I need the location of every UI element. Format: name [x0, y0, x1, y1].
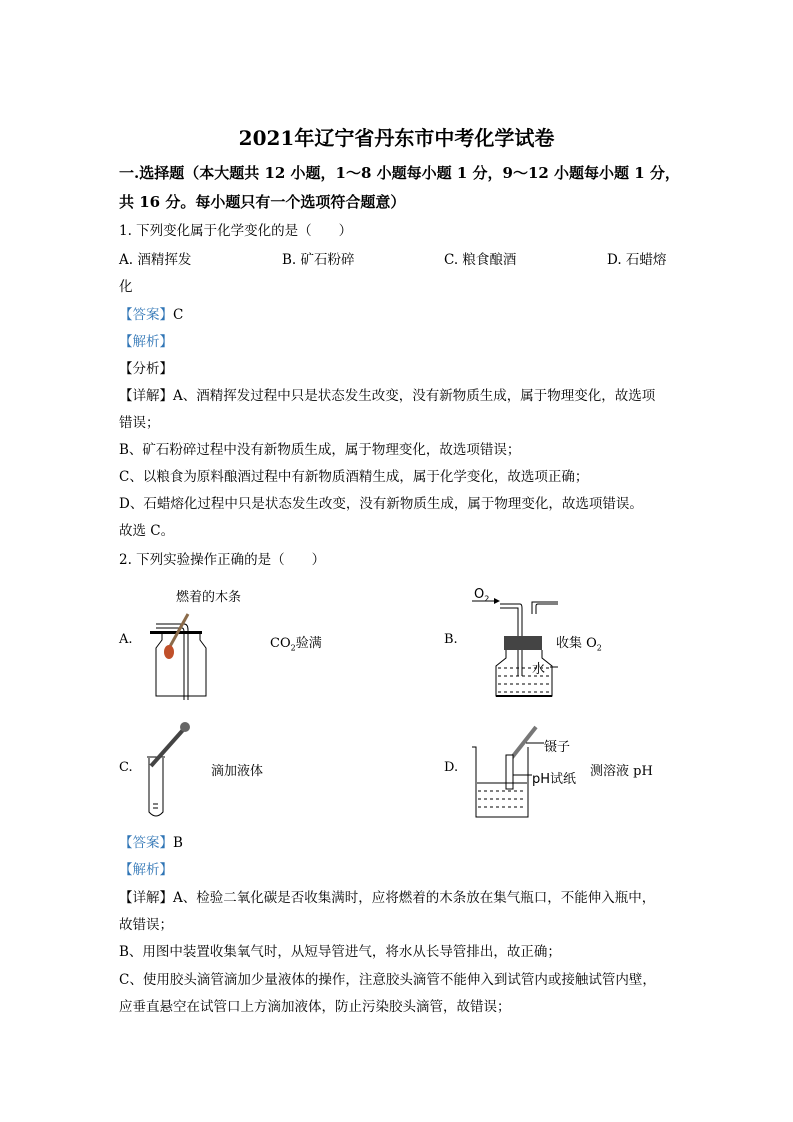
- detail-line: C、使用胶头滴管滴加少量液体的操作，注意胶头滴管不能伸入到试管内或接触试管内壁，: [119, 972, 656, 988]
- detail-label: 【详解】: [119, 890, 173, 906]
- page-title: 2021年辽宁省丹东市中考化学试卷: [238, 126, 555, 150]
- fig-a-letter: A.: [119, 632, 133, 647]
- caption-sub: 2: [290, 643, 296, 653]
- dropper-test-tube-figure: [145, 720, 195, 820]
- q1-option-d-wrap: 化: [119, 279, 133, 295]
- q1-fenxi-label: 【分析】: [119, 361, 173, 377]
- q1-option-c: C. 粮食酿酒: [444, 252, 517, 268]
- gas-sub: 2: [484, 594, 490, 604]
- fig-d-caption: 测溶液 pH: [590, 764, 653, 779]
- answer-label: 【答案】: [119, 835, 173, 851]
- answer-value: C: [173, 307, 184, 323]
- q1-stem: 1. 下列变化属于化学变化的是（ ）: [119, 223, 353, 239]
- fig-a-caption: [270, 632, 322, 653]
- fig-b-water-label: 水: [532, 662, 546, 677]
- detail-line: 故错误；: [119, 917, 173, 933]
- detail-line: B、矿石粉碎过程中没有新物质生成，属于物理变化，故选项错误；: [119, 442, 521, 458]
- caption-text: 收集 O: [556, 636, 597, 651]
- caption-tail: 验满: [295, 636, 322, 651]
- q1-option-a: A. 酒精挥发: [119, 252, 192, 268]
- q1-detail: [119, 387, 655, 405]
- fig-b-caption: [556, 632, 602, 653]
- detail-line: A、酒精挥发过程中只是状态发生改变，没有新物质生成，属于物理变化，故选项: [173, 388, 656, 404]
- answer-value: B: [173, 835, 183, 851]
- detail-line: 应垂直悬空在试管口上方滴加液体，防止污染胶头滴管，故错误；: [119, 999, 511, 1015]
- fig-a-top-label: 燃着的木条: [176, 590, 242, 605]
- q2-analysis-label: 【解析】: [119, 862, 173, 878]
- gas-bottle-with-splint-figure: [148, 610, 218, 700]
- section-header-cont: 共 16 分。每小题只有一个选项符合题意）: [119, 193, 406, 211]
- q1-answer: [119, 306, 183, 324]
- q2-answer: [119, 834, 183, 852]
- section-header: 一.选择题（本大题共 12 小题，1～8 小题每小题 1 分，9～12 小题每小题 1 分，: [119, 164, 680, 182]
- q2-stem: 2. 下列实验操作正确的是（ ）: [119, 552, 326, 568]
- answer-label: 【答案】: [119, 307, 173, 323]
- detail-line: B、用图中装置收集氧气时，从短导管进气，将水从长导管排出，故正确；: [119, 944, 561, 960]
- detail-line: 故选 C。: [119, 523, 175, 539]
- fig-d-letter: D.: [444, 760, 459, 775]
- q1-option-b: B. 矿石粉碎: [282, 252, 355, 268]
- water-bottle-collection-figure: [470, 596, 570, 700]
- caption-sub: 2: [596, 643, 602, 653]
- fig-d-tweezers-label: 镊子: [544, 740, 571, 755]
- q1-option-d: D. 石蜡熔: [607, 252, 667, 268]
- detail-line: C、以粮食为原料酿酒过程中有新物质酒精生成，属于化学变化，故选项正确；: [119, 469, 589, 485]
- detail-label: 【详解】: [119, 388, 173, 404]
- fig-b-letter: B.: [444, 632, 458, 647]
- q1-analysis-label: 【解析】: [119, 334, 173, 350]
- detail-line: D、石蜡熔化过程中只是状态发生改变，没有新物质生成，属于物理变化，故选项错误。: [119, 496, 643, 512]
- fig-c-letter: C.: [119, 760, 133, 775]
- detail-line: A、检验二氧化碳是否收集满时，应将燃着的木条放在集气瓶口，不能伸入瓶中，: [173, 890, 656, 906]
- caption-text: CO: [270, 636, 291, 651]
- fig-d-paper-label: pH试纸: [532, 772, 577, 787]
- gas: O: [474, 587, 485, 602]
- fig-c-caption: 滴加液体: [211, 764, 264, 779]
- q2-detail: [119, 889, 655, 907]
- detail-line: 错误；: [119, 415, 160, 431]
